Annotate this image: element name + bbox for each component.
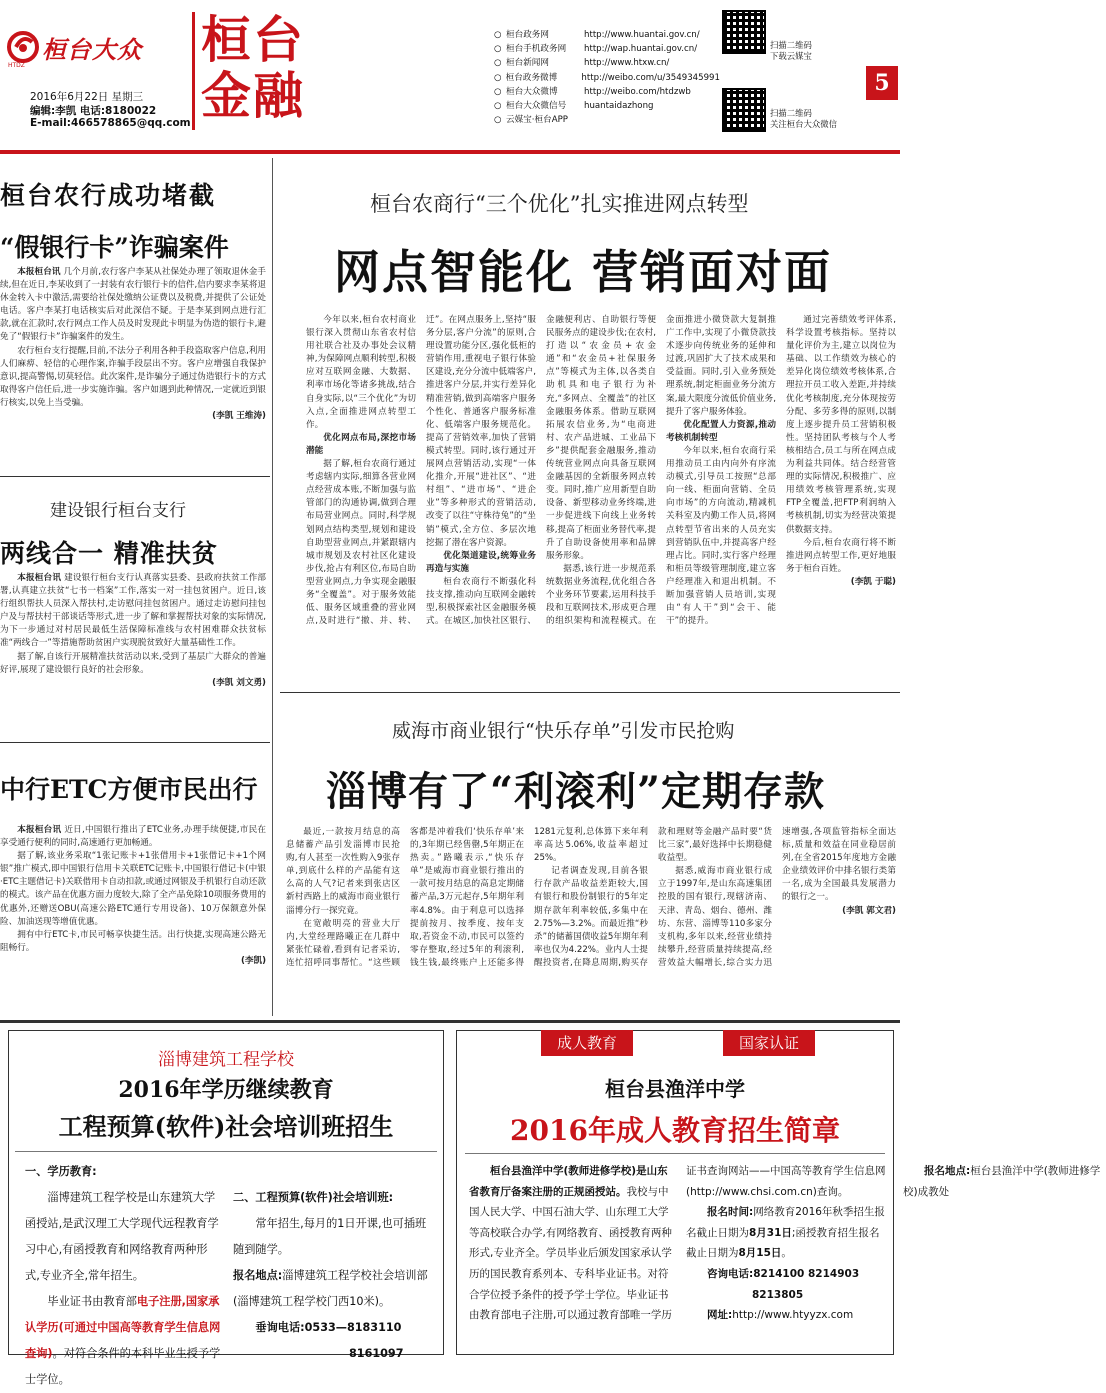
paper-logo [6, 28, 186, 68]
divider [15, 1151, 437, 1152]
bullet-icon: ○ [494, 115, 502, 126]
byline: (李凯 刘文勇) [212, 677, 266, 688]
byline: (李凯 王维涛) [212, 411, 266, 422]
ad-label: 咨询电话: [707, 1267, 754, 1280]
story-rcb-transform [280, 160, 900, 690]
story-weihai-deposit [280, 694, 900, 1016]
paragraph: 建设银行桓台支行认真落实县委、县政府扶贫工作部署,认真建立扶贫“七书一档案”工作,落实一对一挂包贫困户。近日,该行组织帮扶人员深入帮扶村,走访慰问挂包贫困户。通过走访慰问挂包户及与帮扶村干部谈话等形式,进一步了解和掌握帮扶对象的实际情况,为下一步通过对村居民最低生活保障标准线与农村困难群众扶贫标准“两线合一”等措施帮助贫困户实现脱贫致好大量基础性工作。 [0, 573, 266, 649]
ad-body-left [25, 1159, 221, 1386]
story-body [0, 266, 266, 471]
column-rule [272, 158, 273, 1016]
headline: 淄博有了“利滚利”定期存款 [326, 768, 826, 815]
ad-paragraph: 常年招生,每月的1日开课,也可插班随到随学。 [233, 1217, 427, 1256]
ad-title: 工程预算(软件)社会培训班招生 [58, 1112, 394, 1141]
ad-body: 桓台县渔洋中学(教师进修学校)是山东省教育厅备案注册的正规函授站。我校与中国人民大学、中国石油大学、山东理工大学等高校联合办学,有网络教育、函授教育两种形式,专业齐全。学员毕业后颁发国家承认学历的国民教育系列本、专科毕业证书。对符合学位授予条件的授予学士学位。毕业证书由教育部电子注册,可以通过教育部唯一学历证书查询网站——中国高等教育学生信息网(http://www.chsi.com.cn)查询。 报名时间:网络教育2016年秋季招生报名截止日期为8月31日;函授教育招生报名截止日期为8月15日。 咨询电话:8214100 8214903 8213805 网址:http://www.htyyzx.com 报名地点:桓台县渔洋中学(教师进修学校)成教处 [469, 1165, 1101, 1322]
paragraph: 桓台农商行不断强化科技支撑,推动向互联网金融转型,积极探索社区金融服务模式。在城区,加快社区银行、金融便利店、自助银行等便民服务点的建设步伐;在农村,打造以“农金员+农金通”和“农金员+社保服务点”等模式为主体,以各类自助机具和电子银行为补充,“多网点、全覆盖”的社区金融服务体系。借助互联网拓展农信业务,为“电商进村、农产品进城、工业品下乡”提供配套金融服务,推动传统营业网点向具备互联网金融基因的全新服务网点转变。同时,推广应用新型自助设备、新型移动业务终端,进一步促进线下向线上业务转移,提高了柜面业务替代率,提升了自助设备使用率和品牌服务形象。 [426, 315, 656, 627]
kicker: 建设银行桓台支行 [50, 501, 186, 521]
kicker: 威海市商业银行“快乐存单”引发市民抢购 [392, 720, 735, 742]
section-title-line-2: 金融 [201, 66, 305, 125]
paragraph: 农行桓台支行提醒,目前,不法分子利用各种手段盗取客户信息,利用人们麻痹、轻信的心理作案,诈骗手段层出不穷。客户应增强自我保护意识,提高警惕,切莫轻信。此次案件,是诈骗分子通过伪造银行卡的方式取得客户信任后,进一步实施诈骗。客户如遇到此种情况,一定就近到银行核实,以免上当受骗。 [0, 345, 267, 408]
headline: 两线合一 精准扶贫 [0, 539, 218, 568]
ad-label: 垂询电话: [255, 1321, 305, 1334]
section-title [192, 12, 310, 130]
ad-yuyang-school [456, 1030, 1101, 1355]
link-url: http://wap.huantai.gov.cn/ [584, 44, 698, 55]
headline: 桓台农行成功堵截 [0, 181, 217, 210]
paragraph: 几个月前,农行客户李某从社保处办理了领取退休金手续,但在近日,李某收到了一封装有农行银行卡的信件,信内要求李某将退休金转入卡中激活,需要给社保处缴纳公证费以及税费,并提供了公证处电话。客户李某打电话核实后对此深信不疑。于是李某到网点进行汇款,就在汇款时,农行网点工作人员及时发现此卡明显为伪造的银行卡,避免了“假银行卡”诈骗案件的发生。 [0, 267, 267, 343]
link-name: 云媒宝·桓台APP [506, 115, 568, 126]
link-name: 桓台大众微信号 [506, 101, 567, 112]
ad-intro: 我校与中国人民大学、中国石油大学、山东理工大学等高校联合办学,有网络教育、函授教育两种形式,专业齐全。学员毕业后颁发国家承认学历的国民教育系列本、专科毕业证书。对符合学位授予条件的授予学士学位。毕业证书由教育部电子注册,可以通过教育部唯一学历证书查询网站——中国高等教育学生信息网(http://www.chsi.com.cn)查询。 [469, 1165, 886, 1322]
ad-title: 2016年学历继续教育 [118, 1077, 334, 1103]
paper-logo-icon [6, 30, 40, 64]
paper-name: 桓台大众 [42, 35, 142, 64]
link-row[interactable] [494, 85, 720, 99]
story-ccb-poverty [0, 478, 270, 740]
link-url: http://weibo.com/htdzwb [584, 86, 691, 97]
paragraph: 据了解,桓台农商行通过考虑辖内实际,细算各营业网点经营成本账,不断加强与监管部门的沟通协调,做到合理布局营业网点。同时,科学规划网点结构类型,规划和建设自助型营业网点,并紧跟辖内城市规划及农村社区化建设步伐,抢占有利区位,布局自助型营业网点,力争实现金融服务“全覆盖”。对于服务效能低、服务区域重叠的营业网点,及时进行“撤、并、转、迁”。在网点服务上,坚持“服务分层,客户分流”的原则,合理设置功能分区,强化低柜的营销作用,重视电子银行体验区建设,充分分流中低端客户,推进客户分层,并实行差异化精准营销,做到高端客户服务个性化、普通客户服务标准化、低端客户服务规范化。提高了营销效率,加快了营销模式转型。同时,该行通过开展网点营销活动,实现“一体化推介,开展“进社区”、“进村组”、“进市场”、“进企业”等多种形式的营销活动,改变了以往“守株待兔”的“坐销”模式,全方位、多层次地挖掘了潜在客户资源。 [306, 315, 536, 627]
story-body [0, 824, 266, 1014]
bullet-icon: ○ [494, 30, 502, 40]
paragraph: 今年以来,桓台农村商业银行深入贯彻山东省农村信用社联合社及办事处会议精神,为保障网点顺利转型,积极应对互联网金融、大数据、利率市场化等诸多挑战,结合自身实际,以“三个优化”为切入点,全面推进网点转型工作。 [306, 315, 416, 430]
link-name: 桓台大众微博 [506, 86, 558, 97]
qr2-caption-line-1: 扫描二维码 [770, 108, 812, 118]
paragraph: 据了解,自该行开展精准扶贫活动以来,受到了基层广大群众的普遍好评,展现了建设银行良好的社会形象。 [0, 651, 266, 675]
headline: “假银行卡”诈骗案件 [0, 233, 229, 262]
ad-label: 报名时间: [707, 1206, 754, 1219]
editor-info: 编辑:李凯 电话:8180022 [30, 105, 157, 117]
ad-date: 8月31日 [749, 1226, 792, 1239]
link-name: 桓台政务网 [506, 30, 549, 40]
link-row[interactable] [494, 42, 720, 56]
divider [280, 692, 900, 693]
ad-body-right [233, 1185, 433, 1360]
divider [0, 742, 270, 743]
ad-paragraph: 淄博建筑工程学校是山东建筑大学函授站,是武汉理工大学现代远程教育学习中心,有函授教育和网络教育两种形式,专业齐全,常年招生。 [25, 1191, 219, 1282]
paragraph: 通过完善绩效考评体系,科学设置考核指标。坚持以量化评价为主,建立以岗位为基础、以工作绩效为核心的差异化岗位绩效考核体系,合理拉开员工收入差距,并持续优化考核制度,充分体现按劳分配、多劳多得的原则,以制度上逐步提升员工营销积极性。坚持团队考核与个人考核相结合,员工与所在网点成为利益共同体。结合经营管理的实际情况,积极推广、应用绩效考核管理系统,实现FTP全覆盖,把FTP利润纳入考核机制,切实为经营决策提供数据支持。 [786, 315, 896, 535]
issue-date: 2016年6月22日 星期三 [30, 91, 144, 103]
ad-title: 2016年成人教育招生简章 [510, 1114, 840, 1147]
ad-phone: 0533—8183110 [304, 1321, 402, 1334]
bullet-icon: ○ [494, 86, 502, 97]
ad-text: 。对符合条件的本科毕业生授予学士学位。 [25, 1347, 221, 1386]
subhead: 优化配置人力资源,推动考核机制转型 [666, 419, 776, 443]
ad-label: 网址: [707, 1309, 733, 1322]
paragraph: 今年以来,桓台农商行采用推动员工由内向外有序流动模式,引导员工按照“总部向一线、柜面向营销、全员向市场”的方向流动,精减机关科室及内勤工作人员,将网点转型节省出来的人员充实到营销队伍中,并提高客户经理占比。同时,实行客户经理和柜员等级管理制度,建立客户经理准入和退出机制。不断加强营销人员培训,实现由“有人干”到“会干、能干”的提升。 [666, 445, 776, 627]
qr1-caption [770, 40, 812, 62]
qr-code-icon[interactable] [722, 10, 766, 54]
link-url: http://www.htxw.cn/ [584, 58, 670, 69]
link-url: http://weibo.com/u/3549345991 [581, 72, 720, 83]
paragraph: 最近,一款按月结息的高息储蓄产品引发淄博市民抢购,有人甚至一次性购入9张存单,到底什么样的产品能有这么高的人气?记者来到张店区新村西路上的威海市商业银行淄博分行一探究竟。 [286, 827, 400, 916]
bullet-icon: ○ [494, 72, 502, 83]
byline: (李凯) [240, 955, 266, 966]
story-lead: 本报桓台讯 [17, 573, 62, 583]
divider [0, 476, 270, 477]
ad-label: 报名地点: [233, 1269, 283, 1282]
paragraph: 据了解,该业务采取“1张记账卡+1张借用卡+1张借记卡+1个网银”推广模式,即中国银行信用卡关联ETC记账卡,中国银行借记卡(中银·ETC主题借记卡)关联借用卡自动扣款,或通过网银及手机银行自动还款的模式。该产品在优惠方面力度较大,除了全产品免除10项服务费用的优惠外,还赠送OBU(高速公路ETC通行专用设备)、10万保额意外保险、加油送现等增值优惠。 [0, 851, 266, 927]
qr2-caption [770, 108, 837, 130]
ad-tag: 国家认证 [723, 1030, 815, 1056]
ad-school: 淄博建筑工程学校 [158, 1050, 294, 1070]
ad-web[interactable]: http://www.htyyzx.com [732, 1309, 854, 1322]
link-row[interactable] [494, 99, 720, 113]
story-body [0, 572, 266, 737]
ad-tag: 成人教育 [541, 1030, 633, 1056]
bullet-icon: ○ [494, 101, 502, 112]
qr-code-icon[interactable] [722, 88, 766, 132]
byline: (李凯 郭文君) [842, 905, 896, 916]
link-name: 桓台手机政务网 [506, 44, 567, 55]
masthead [0, 0, 900, 150]
paragraph: 拥有中行ETC卡,市民可畅享快捷生活。出行快捷,实现高速公路无阻畅行。 [0, 929, 266, 953]
ad-highlight: 电子注册,国家承认学历(可通过中国高等教育学生信息网查询) [25, 1295, 221, 1360]
story-boc-etc [0, 744, 270, 1016]
paragraph: 据悉,该行进一步规范系统数据业务流程,优化组合各个业务环节要素,运用科技手段和互联网技术,形成更合理的组织架构和流程模式。在金面推进小微贷款大复制推广工作中,实现了小微贷款技术逐步向传统业务的延伸和过渡,巩固扩大了技术成果和受益面。同时,引入业务预处理系统,制定柜面业务分流方案,最大限度分流低价值业务,提升了客户服务体验。 [546, 315, 776, 627]
ad-label: 报名地点: [924, 1165, 971, 1177]
ad-address: 桓台县渔洋中学(教师进修学校)成教处 [903, 1165, 1101, 1198]
ad-text: ;函授教育招生报名截止日期为 [686, 1226, 880, 1260]
ad-phone: 8213805 [752, 1288, 804, 1301]
subhead: 优化渠道建设,统筹业务再造与实施 [426, 550, 536, 574]
story-body [306, 314, 896, 684]
link-url: http://www.huantai.gov.cn/ [584, 30, 700, 40]
byline: (李凯 于聪) [850, 576, 896, 587]
ad-address: 淄博建筑工程学校社会培训部(淄博建筑工程学校门西10米)。 [233, 1269, 428, 1308]
bullet-icon: ○ [494, 58, 502, 69]
story-body [286, 826, 896, 1012]
page-number: 5 [866, 66, 898, 100]
subhead: 优化网点布局,深挖市场潜能 [306, 432, 416, 456]
ad-section-title: 一、学历教育: [25, 1165, 97, 1178]
link-row[interactable] [494, 28, 720, 42]
link-row[interactable] [494, 71, 720, 85]
story-lead: 本报桓台讯 [17, 267, 61, 277]
qr1-caption-line-1: 扫描二维码 [770, 40, 812, 50]
link-row[interactable] [494, 56, 720, 70]
qr2-caption-line-2: 关注桓台大众微信 [770, 119, 837, 129]
ad-phone: 8161097 [349, 1347, 404, 1360]
paragraph: 近日,中国银行推出了ETC业务,办理手续便捷,市民在享受通行便利的同时,高速通行更加畅通。 [0, 825, 266, 849]
link-list [494, 28, 720, 127]
ad-phone: 8214100 8214903 [753, 1267, 860, 1280]
paragraph: 今后,桓台农商行将不断推进网点转型工作,更好地服务于桓台百姓。 [786, 537, 896, 574]
story-abc-fraud [0, 160, 270, 475]
kicker: 桓台农商行“三个优化”扎实推进网点转型 [370, 192, 749, 216]
paragraph: 在宽敞明亮的营业大厅内,大堂经理路曦正在几群中紧张忙碌着,看到有记者采访,连忙招呼同事帮忙。“这些顾客都是冲着我们‘快乐存单’来的,3年期已经售罄,5年期正在热卖。”路曦表示,“快乐存单”是威海市商业银行推出的一款可按月结息的高息定期储蓄产品,3万元起存,5年期年利率4.8%。由于利息可以选择提前按月、按季度、按年支取,若资金不动,市民可以签约零存整取,经过5年的利滚利,钱生钱,最终账户上还能多得1281元复利,总体算下来年利率高达5.06%,收益率超过25%。 [286, 827, 648, 968]
section-title-line-1: 桓台 [201, 10, 305, 69]
link-url: huantaidazhong [584, 101, 654, 112]
story-lead: 本报桓台讯 [17, 825, 62, 835]
ad-zibo-construction [8, 1030, 444, 1386]
editor-email: E-mail:466578865@qq.com [30, 117, 191, 129]
paper-abbr: HTDZ [8, 62, 25, 69]
headline: 网点智能化 营销面对面 [334, 245, 833, 299]
link-name: 桓台新闻网 [506, 58, 549, 69]
link-row[interactable] [494, 113, 720, 127]
masthead-rule [0, 150, 900, 154]
divider [465, 1153, 885, 1154]
ad-school: 桓台县渔洋中学 [605, 1077, 745, 1101]
ads-rule [0, 1020, 900, 1023]
qr1-caption-line-2: 下载云媒宝 [770, 51, 812, 61]
ad-intro-bold: 桓台县渔洋中学(教师进修学校)是山东省教育厅备案注册的正规函授站。 [469, 1165, 668, 1198]
ad-text: 网络教育2016年秋季招生报名截止日期为 [686, 1206, 885, 1239]
paragraph: 据悉,威海市商业银行成立于1997年,是山东高速集团控股的国有银行,现辖济南、天津、青岛、烟台、德州、潍坊、东营、淄博等110多家分支机构,多年以来,经营业绩持续攀升,经营质量持续提高,经营效益大幅增长,综合实力迅速增强,各项监管指标全面达标,质量和效益在同业稳居前列,在全省2015年度地方金融企业绩效评价中排名银行类第一名,成为全国最具发展潜力的银行之一。 [658, 827, 896, 968]
link-name: 桓台政务微博 [505, 72, 558, 83]
ad-date: 8月15日 [738, 1247, 782, 1260]
ad-text: 毕业证书由教育部 [47, 1295, 137, 1308]
bullet-icon: ○ [494, 44, 502, 55]
headline: 中行ETC方便市民出行 [0, 775, 258, 804]
ad-section-title: 二、工程预算(软件)社会培训班: [233, 1191, 394, 1204]
paragraph: 记者调查发现,目前各银行存款产品收益差距较大,国有银行和股份制银行的5年定期存款年利率较低,多集中在2.75%—3.2%。而最近推“秒杀”的储蓄国债收益5年期年利率也仅为4.22%。业内人士提醒投资者,在降息周期,购买存款和理财等金融产品时要“货比三家”,最好选择中长期稳健收益型。 [534, 827, 772, 968]
